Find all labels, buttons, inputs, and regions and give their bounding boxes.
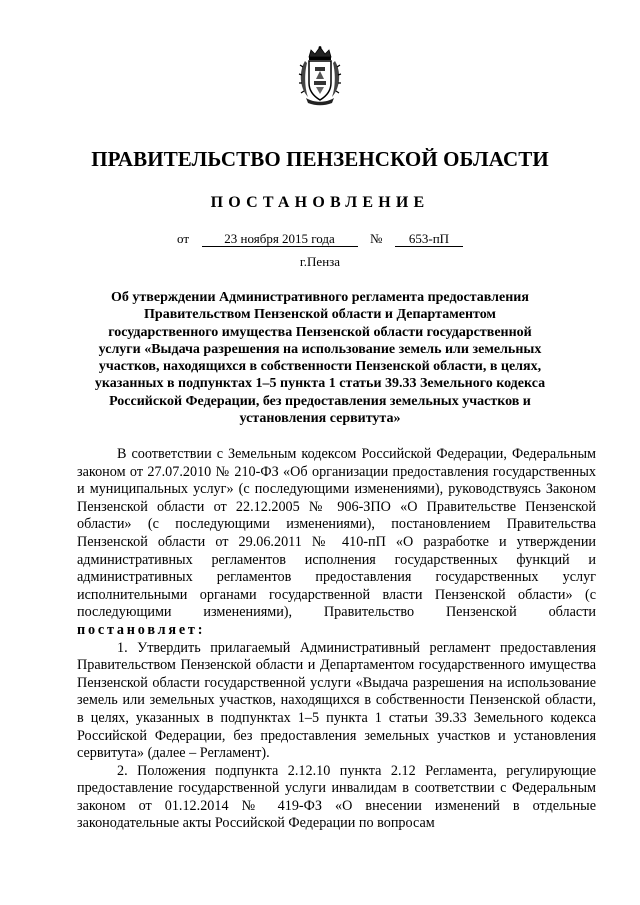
decree-word: постановляет:: [77, 621, 206, 638]
coat-of-arms-icon: [296, 45, 344, 107]
document-meta-line: [0, 231, 640, 247]
item-2-paragraph: 2. Положения подпункта 2.12.10 пункта 2.12 Регламента, регулирующие предоставление государственной услуги инвалидам в соответствии с Федеральным законом от 01.12.2014 № 419-ФЗ «О внесении изменений в отдельные законодательные акты Российской Федерации по вопросам: [77, 762, 596, 832]
coat-of-arms-emblem: [296, 45, 344, 107]
document-number: 653-пП: [395, 232, 463, 247]
preamble-paragraph: [77, 446, 596, 640]
document-type-heading: ПОСТАНОВЛЕНИЕ: [210, 194, 430, 211]
date-prefix: от: [177, 231, 190, 246]
item-1-paragraph: 1. Утвердить прилагаемый Административный регламент предоставления Правительством Пензенской области и Департаментом государственного имущества Пензенской области государственной услуги «Выдача разрешения на использование земель или земельных участков, находящихся в собственности Пензенской области, в целях, указанных в подпунктах 1–5 пункта 1 статьи 39.33 Земельного кодекса Российской Федерации, без предоставления земельных участков и установления сервитута» (далее – Регламент).: [77, 639, 596, 762]
number-prefix: №: [370, 231, 383, 246]
document-subject: Об утверждении Административного регламента предоставления Правительством Пензенской области и Департаментом государственного имущества Пензенской области государственной услуги «Выдача разрешения на использование земель или земельных участков, находящихся в собственности Пензенской области, в целях, указанных в подпунктах 1–5 пункта 1 статьи 39.33 Земельного кодекса Российской Федерации, без предоставления земельных участков и установления сервитута»: [94, 290, 546, 427]
document-body: [77, 446, 596, 833]
preamble-text: В соответствии с Земельным кодексом Российской Федерации, Федеральным законом от 27.07.2010 № 210-ФЗ «Об организации предоставления государственных и муниципальных услуг» (с последующими изменениями), руководствуясь Законом Пензенской области от 22.12.2005 № 906-ЗПО «О Правительстве Пензенской области» (с последующими изменениями), постановлением Правительства Пензенской области от 29.06.2011 № 410-пП «О разработке и утверждении административных регламентов исполнения государственных функций и административных регламентов предоставления государственных услуг исполнительными органами государственной власти Пензенской области» (с последующими изменениями), Правительство Пензенской области: [77, 446, 596, 621]
document-date: 23 ноября 2015 года: [202, 232, 358, 247]
organization-title: ПРАВИТЕЛЬСТВО ПЕНЗЕНСКОЙ ОБЛАСТИ: [91, 147, 549, 171]
document-city: г.Пенза: [299, 254, 341, 269]
